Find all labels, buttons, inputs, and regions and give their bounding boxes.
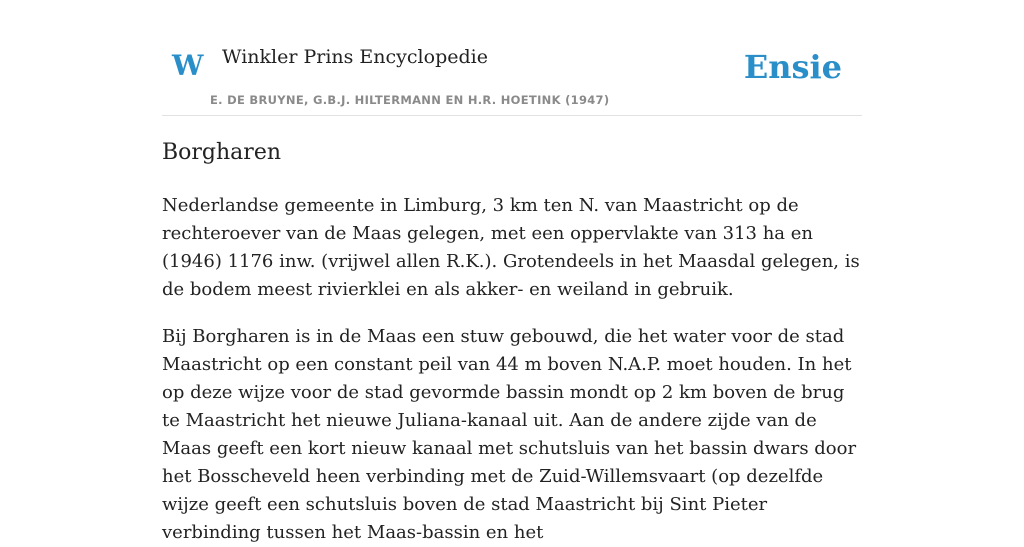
ensie-brand-link[interactable]: Ensie (743, 48, 842, 86)
winkler-prins-logo[interactable]: W (172, 49, 204, 82)
article (162, 138, 862, 547)
article-title: Borgharen (162, 140, 282, 165)
site-header (162, 0, 862, 116)
authors-line: E. DE BRUYNE, G.B.J. HILTERMANN EN H.R. HOETINK (1947) (210, 93, 610, 107)
article-paragraph-2: Bij Borgharen is in de Maas een stuw gebouwd, die het water voor de stad Maastricht op een constant peil van 44 m boven N.A.P. moet houden. In het op deze wijze voor de stad gevormde bassin mondt op 2 km boven de brug te Maastricht het nieuwe Juliana-kanaal uit. Aan de andere zijde van de Maas geeft een kort nieuw kanaal met schutsluis van het bassin dwars door het Bosscheveld heen verbinding met de Zuid-Willemsvaart (op dezelfde wijze geeft een schutsluis boven de stad Maastricht bij Sint Pieter verbinding tussen het Maas-bassin en het (162, 325, 857, 543)
article-paragraph-1: Nederlandse gemeente in Limburg, 3 km ten N. van Maastricht op de rechteroever van de Maas gelegen, met een oppervlakte van 313 ha en (1946) 1176 inw. (vrijwel allen R.K.). Grotendeels in het Maasdal gelegen, is de bodem meest rivierklei en als akker- en weiland in gebruik. (162, 194, 860, 300)
site-title[interactable]: Winkler Prins Encyclopedie (222, 46, 488, 68)
